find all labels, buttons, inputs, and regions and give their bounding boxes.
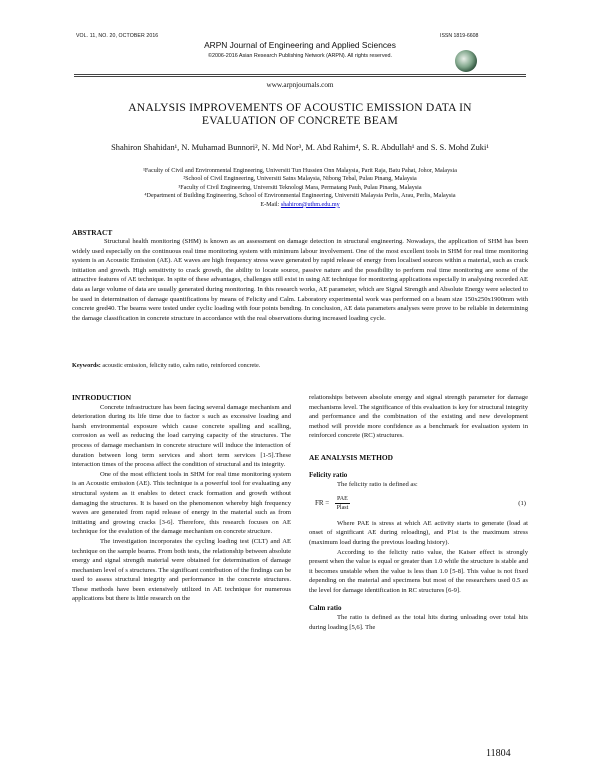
copyright-line: ©2006-2016 Asian Research Publishing Network (ARPN). All rights reserved. xyxy=(207,53,393,59)
equation-body xyxy=(315,495,350,512)
affiliation-4: ⁴Department of Building Engineering, School of Environmental Engineering, Universiti Malaysia Perlis, Arau, Perlis, Malaysia xyxy=(144,193,456,200)
issn: ISSN 1819-6608 xyxy=(440,33,479,39)
equation-fraction xyxy=(335,495,350,512)
email-line xyxy=(70,201,530,209)
keywords xyxy=(72,362,260,369)
intro-paragraph-1: Concrete infrastructure has been facing several damage mechanism and deterioration during its life time due to factor s such as excessive loading and harsh environmental exposure which cause concrete spalling and scalling, corrosion as well as reducing the load carrying capacity of the structures. The process of damage mechanism in concrete structure will induce the interaction of duration between long term services and short term services [1-5].These interaction times of the process affect the condition of structural and its integrity. xyxy=(72,403,291,469)
journal-name: ARPN Journal of Engineering and Applied Sciences xyxy=(204,40,396,50)
felicity-intro: The felicity ratio is defined as: xyxy=(337,481,418,489)
intro-paragraph-3: The investigation incorporates the cycling loading test (CLT) and AE technique on the sample beams. From both tests, the relationship between absolute energy and signal strength material were obtained for determination of damage mechanism level of s structures. The significant contribution of the findings can be used to assess structural integrity and performance in the concrete structures. These methods have been extensively utilized in AE technique for numerous applications but there is little research on the xyxy=(72,537,291,603)
keywords-label: Keywords: xyxy=(72,362,101,369)
calm-paragraph-1: The ratio is defined as the total hits during unloading over total hits during loading [5,6]. The xyxy=(309,614,528,631)
affiliations xyxy=(70,167,530,209)
felicity-paragraph-2: According to the felicity ratio value, the Kaiser effect is strongly present when the value is equal or greater than 1.0 while the structure is stable and it becomes unstable when the value is less than 1.0 [5-8]. This value is not fixed depending on the material and specimens but most of the researchers used 0.5 as the level for damage identification in RC structures [6-9]. xyxy=(309,548,528,594)
abstract-heading: ABSTRACT xyxy=(72,228,113,237)
introduction-heading: INTRODUCTION xyxy=(72,393,132,402)
volume-line: VOL. 11, NO. 20, OCTOBER 2016 xyxy=(76,33,159,39)
header-rule-top xyxy=(74,74,526,75)
author-list: Shahiron Shahidan¹, N. Muhamad Bunnori², N. Md Nor³, M. Abd Rahim⁴, S. R. Abdullah¹ and S. S. Mohd Zuki¹ xyxy=(111,143,489,152)
equation-1 xyxy=(309,493,528,515)
affiliation-1: ¹Faculty of Civil and Environmental Engineering, Universiti Tun Hussien Onn Malaysia, Parit Raja, Batu Pahat, Johor, Malaysia xyxy=(143,168,457,174)
intro-continuation: relationships between absolute energy and signal strength parameter for damage mechanisms level. The significance of this evaluation is key for structural integrity and performance and the combination of the existing and new development method will provide more confidence as a benchmark for evaluation system in reinforced concrete (RC) structures. xyxy=(309,394,528,440)
equation-numerator: PAE xyxy=(337,495,348,502)
affiliation-3: ³Faculty of Civil Engineering, Universiti Teknologi Mara, Permatang Pauh, Pulau Pinang, Malaysia xyxy=(178,184,422,191)
equation-denominator: Plast xyxy=(336,504,349,511)
felicity-paragraph-1: Where PAE is stress at which AE activity starts to generate (load at onset of significant AE during reloading), and P1st is the maximum stress (maximum load during the previous loading history). xyxy=(309,519,528,546)
title-line-2: EVALUATION OF CONCRETE BEAM xyxy=(201,114,399,127)
page-number: 11804 xyxy=(486,748,511,759)
paper-title xyxy=(80,101,520,127)
calm-heading: Calm ratio xyxy=(309,603,342,612)
email-label: E-Mail: xyxy=(260,201,280,208)
email-link[interactable]: shahiron@uthm.edu.my xyxy=(280,201,340,208)
ae-analysis-heading: AE ANALYSIS METHOD xyxy=(309,452,393,462)
affiliation-2: ²School of Civil Engineering, Universiti Sains Malaysia, Nibong Tebal, Pulau Pinang, Malaysia xyxy=(183,176,417,183)
right-column xyxy=(309,393,528,632)
intro-paragraph-2: One of the most efficient tools in SHM for real time monitoring system is an Acoustic emission (AE). This technique is a powerful tool for evaluating any structural system as it enables to detect crack formation and growth without damaging the structures. It is based on the phenomenon whereby high frequency waves are generated from rapid release of energy in the material such as from initiating and growing cracks [3-6]. Therefore, this research focuses on AE technique for the evalution of the damage mechanism on concrete structure. xyxy=(72,470,291,536)
arpn-logo-icon xyxy=(455,50,477,72)
equation-lhs: FR = xyxy=(315,498,330,507)
website[interactable]: www.arpnjournals.com xyxy=(266,81,334,89)
left-column xyxy=(72,393,291,604)
keywords-text: acoustic emission, felicity ratio, calm ratio, reinforced concrete. xyxy=(102,362,261,369)
header-rule-bottom xyxy=(74,76,526,77)
equation-number: (1) xyxy=(518,499,526,507)
abstract-text: Structural health monitoring (SHM) is known as an assessment on damage detection in structural engineering. Nowadays, the application of SHM has been widely used especially on the continuous real time monitoring system with minimum labour involvement. One of the most excellent tools in SHM for real time monitoring system is an Acoustic Emission (AE). AE waves are high frequency stress wave generated by rapid release of energy from localised sources within a material, such as crack initiation and growth. High sensitivity to crack growth, the ability to locate source, passive nature and the possibility to perform real time monitoring are some of the attractive features of AE technique. In spite of these advantages, challenges still exist in using AE technique for monitoring applications especially in analysing recorded AE data as large volume of data are usually generated during monitoring. In this research works, AE parameter, which are Signal Strength and Absolute Energy were selected to be used in determination of damage quantifications by means of Felicity and Calm. Laboratory experimental work was performed on a beam size 150x250x1900mm with concrete gred40. The beams were tested under cyclic loading with four points bending. In conclusion, AE data parameters analyses were prove to be reliable in determining the damage classification in concrete structure in accordance with the real observations during increased loading cycle. xyxy=(72,238,528,322)
felicity-heading: Felicity ratio xyxy=(309,470,348,479)
title-line-1: ANALYSIS IMPROVEMENTS OF ACOUSTIC EMISSION DATA IN xyxy=(128,101,472,114)
